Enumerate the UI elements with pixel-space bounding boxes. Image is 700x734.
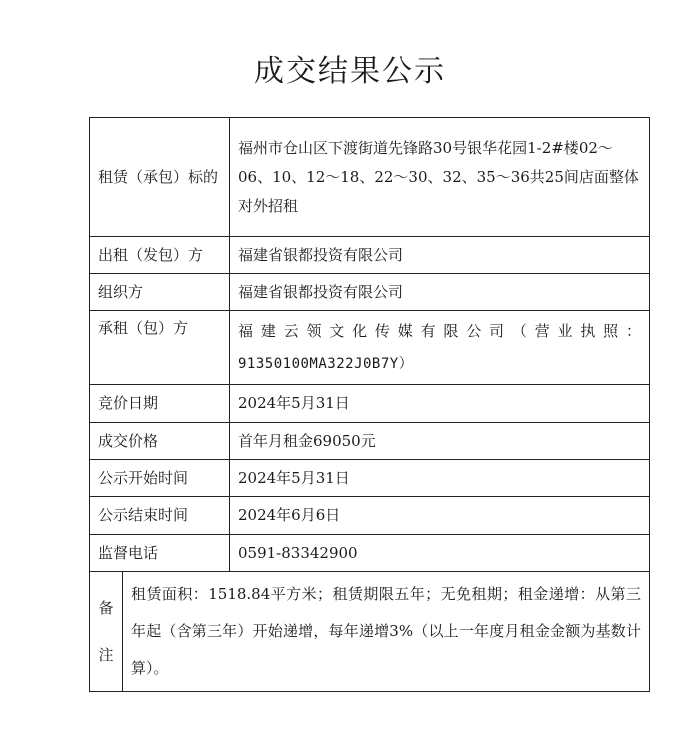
row-label: 出租（发包）方: [90, 237, 230, 274]
table-row: [90, 385, 650, 423]
row-label: 监督电话: [90, 535, 230, 572]
row-value: 0591-83342900: [230, 535, 650, 572]
page-title: 成交结果公示: [254, 54, 446, 89]
row-value: 福建省银都投资有限公司: [230, 274, 650, 311]
row-label: 公示开始时间: [90, 460, 230, 497]
row-label: 公示结束时间: [90, 497, 230, 535]
note-label-char-1: 备: [98, 598, 114, 617]
table-row: [90, 274, 650, 311]
row-label: 组织方: [90, 274, 230, 311]
result-table: [89, 117, 650, 692]
row-value: 2024年6月6日: [230, 497, 650, 535]
row-value: 2024年5月31日: [230, 385, 650, 423]
table-row: [90, 118, 650, 237]
note-wrap: [90, 572, 649, 691]
table-row: [90, 497, 650, 535]
row-label: 竞价日期: [90, 385, 230, 423]
row-value: 福建省银都投资有限公司: [230, 237, 650, 274]
note-label: [90, 572, 123, 691]
license-number: 91350100MA322J0B7Y）: [238, 355, 414, 372]
note-row: [90, 572, 650, 692]
row-label: 承租（包）方: [90, 311, 230, 385]
row-value: 2024年5月31日: [230, 460, 650, 497]
table-row: [90, 311, 650, 385]
row-label: 租赁（承包）标的: [90, 118, 230, 237]
row-value: [230, 311, 650, 385]
table-row: [90, 423, 650, 460]
note-cell: [90, 572, 650, 692]
table-row: [90, 535, 650, 572]
table-row: [90, 460, 650, 497]
row-value: 福州市仓山区下渡街道先锋路30号银华花园1-2#楼02～06、10、12～18、22～30、32、35～36共25间店面整体对外招租: [230, 118, 650, 237]
note-label-char-2: 注: [98, 645, 114, 664]
row-label: 成交价格: [90, 423, 230, 460]
row-value: 首年月租金69050元: [230, 423, 650, 460]
table-row: [90, 237, 650, 274]
note-text: 租赁面积：1518.84平方米；租赁期限五年；无免租期；租金递增：从第三年起（含第三年）开始递增，每年递增3%（以上一年度月租金金额为基数计算）。: [131, 585, 641, 677]
lessee-name-line: 福建云领文化传媒有限公司（营业执照：: [238, 321, 641, 340]
